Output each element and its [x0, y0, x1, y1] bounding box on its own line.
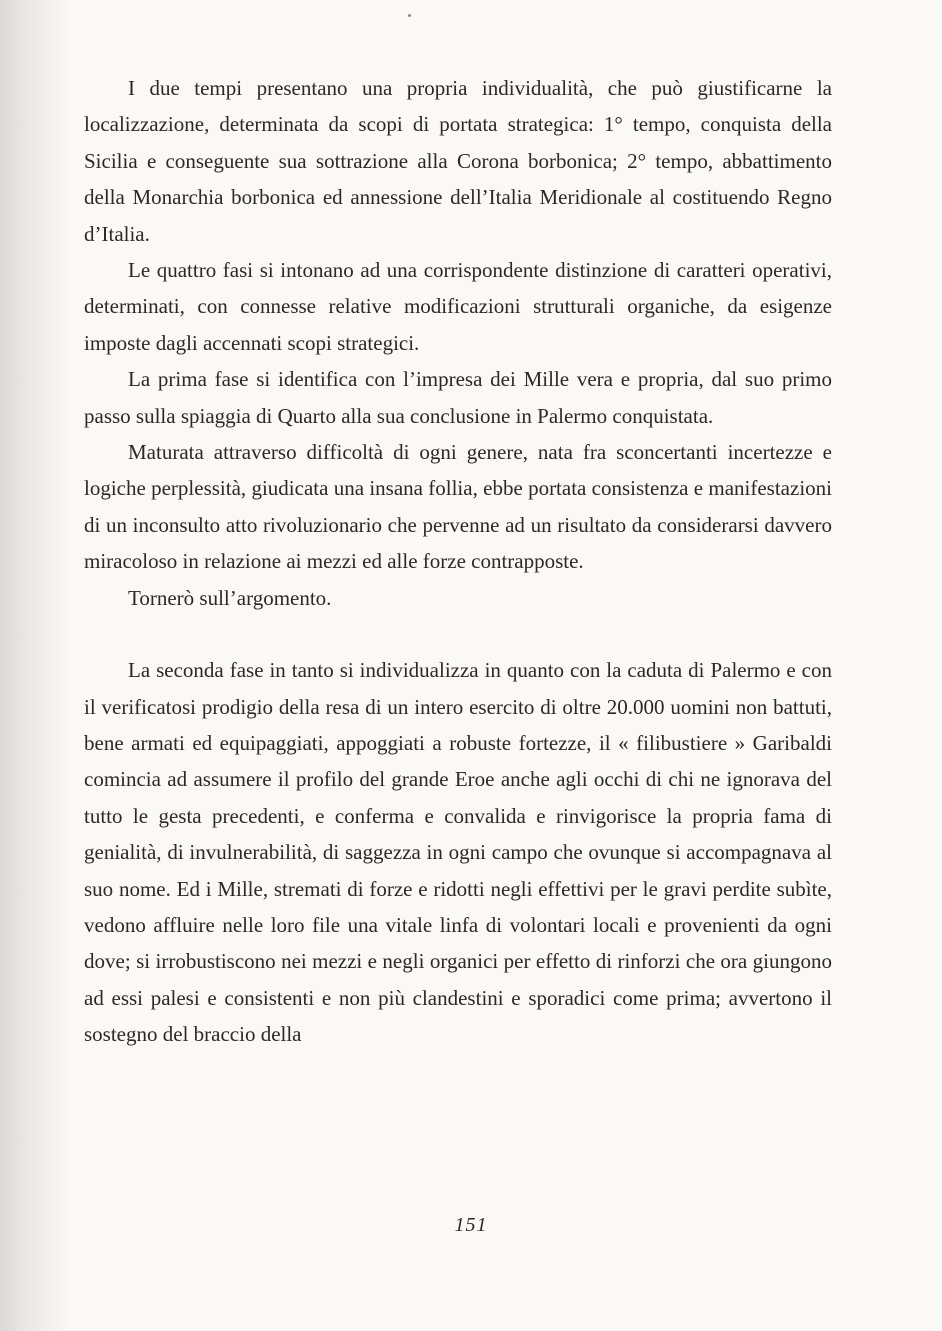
paragraph-tempi: I due tempi presentano una propria individualità, che può giustificarne la localizzazione, determinata da scopi di portata strategica: 1° tempo, conquista della Sicilia e conseguente sua sottrazione alla Corona borbonica; 2° tempo, abbattimento della Monarchia borbonica ed annessione dell’Italia Meridionale al costituendo Regno d’Italia. [84, 76, 832, 246]
paragraph-prima-fase: La prima fase si identifica con l’impresa dei Mille vera e propria, dal suo primo passo sulla spiaggia di Quarto alla sua conclusione in Palermo conquistata. [84, 367, 832, 428]
paragraph-maturata: Maturata attraverso difficoltà di ogni genere, nata fra sconcertanti incertezze e logiche perplessità, giudicata una insana follia, ebbe portata consistenza e manifestazioni di un inconsulto atto rivoluzionario che pervenne ad un risultato da considerarsi davvero miracoloso in relazione ai mezzi ed alle forze contrapposte. [84, 440, 832, 574]
paragraph-tornero: Tornerò sull’argomento. [128, 585, 332, 610]
paragraph-seconda-fase: La seconda fase in tanto si individualizza in quanto con la caduta di Palermo e con il verificatosi prodigio della resa di un intero esercito di oltre 20.000 uomini non battuti, bene armati ed equipaggiati, appoggiati a robuste fortezze, il « filibustiere » Garibaldi comincia ad assumere il profilo del grande Eroe anche agli occhi di chi ne ignorava del tutto le gesta precedenti, e conferma e convalida e rinvigorisce la propria fama di genialità, di invulnerabilità, di saggezza in ogni campo che ovunque si accompagnava al suo nome. Ed i Mille, stremati di forze e ridotti negli effettivi per le gravi perdite subìte, vedono affluire nelle loro file una vitale linfa di volontari locali e provenienti da ogni dove; si irrobustiscono nei mezzi e negli organici per effetto di rinforzi che ora giungono ad essi palesi e consistenti e non più clandestini e sporadici come prima; avvertono il sostegno del braccio della [84, 658, 832, 1047]
scan-speck [408, 14, 411, 17]
paragraph-fasi: Le quattro fasi si intonano ad una corrispondente distinzione di caratteri operativi, determinati, con connesse relative modificazioni strutturali organiche, da esigenze imposte dagli accennati scopi strategici. [84, 258, 832, 355]
text-column [84, 70, 832, 1053]
page-gutter-shadow [0, 0, 72, 1331]
page-number: 151 [454, 1214, 488, 1236]
